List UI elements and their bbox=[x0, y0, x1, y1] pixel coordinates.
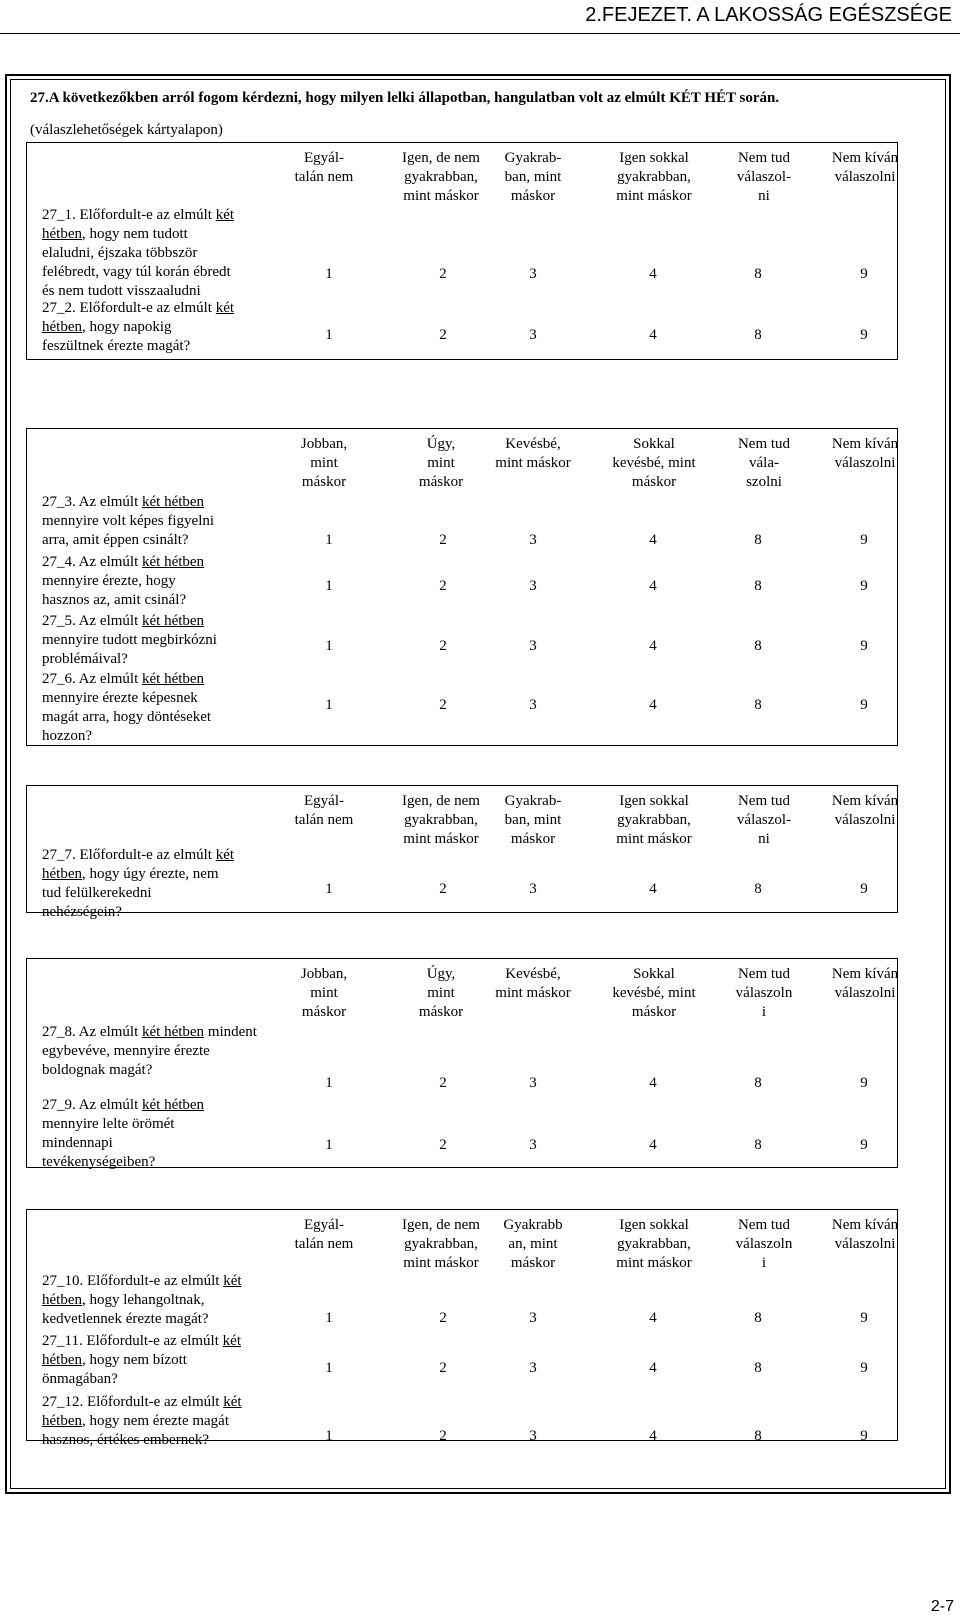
question-text-part: mennyire érezte képesnek magát arra, hogy döntéseket hozzon? bbox=[42, 690, 212, 744]
answer-option-header: Nem kíván válaszolni bbox=[831, 966, 899, 1001]
answer-code[interactable]: 1 bbox=[325, 266, 333, 282]
answer-code[interactable]: 4 bbox=[649, 638, 657, 654]
question-text-emphasis: két hétben bbox=[42, 847, 235, 882]
answer-code[interactable]: 4 bbox=[649, 1428, 657, 1444]
question-text-part: 27_9. Az elmúlt bbox=[42, 1097, 142, 1113]
answer-code[interactable]: 4 bbox=[649, 532, 657, 548]
question-text bbox=[42, 299, 234, 356]
question-text-emphasis: két hétben bbox=[142, 494, 205, 510]
answer-code[interactable]: 8 bbox=[754, 697, 762, 713]
question-text-part: , hogy nem bízott önmagában? bbox=[42, 1352, 187, 1387]
answer-code[interactable]: 3 bbox=[529, 1075, 537, 1091]
answer-option-header: Egyál- talán nem bbox=[294, 793, 354, 828]
answer-code[interactable]: 9 bbox=[860, 1137, 868, 1153]
question-text-emphasis: két hétben bbox=[42, 300, 235, 335]
answer-code[interactable]: 4 bbox=[649, 1075, 657, 1091]
answer-option-header: Jobban, mint máskor bbox=[300, 436, 348, 490]
answer-option-header: Jobban, mint máskor bbox=[300, 966, 348, 1020]
question-text bbox=[42, 1023, 257, 1080]
page-header bbox=[0, 0, 960, 36]
answer-code[interactable]: 9 bbox=[860, 1075, 868, 1091]
chapter-title: 2.FEJEZET. A LAKOSSÁG EGÉSZSÉGE bbox=[585, 4, 952, 26]
answer-code[interactable]: 9 bbox=[860, 532, 868, 548]
header-rule bbox=[0, 33, 960, 34]
answer-code[interactable]: 1 bbox=[325, 1310, 333, 1326]
question-text-part: , hogy lehangoltnak, kedvetlennek érezte magát? bbox=[42, 1292, 209, 1327]
question-block bbox=[26, 142, 898, 360]
answer-code[interactable]: 3 bbox=[529, 578, 537, 594]
answer-code[interactable]: 1 bbox=[325, 638, 333, 654]
question-text-part: 27_7. Előfordult-e az elmúlt bbox=[42, 847, 216, 863]
answer-code[interactable]: 9 bbox=[860, 638, 868, 654]
answer-code[interactable]: 8 bbox=[754, 1428, 762, 1444]
question-text-part: mindent egybevéve, mennyire érezte boldognak magát? bbox=[42, 1024, 257, 1078]
question-block bbox=[26, 1209, 899, 1448]
answer-code[interactable]: 3 bbox=[529, 881, 537, 897]
question-text-emphasis: két hétben bbox=[142, 554, 205, 570]
answer-option-header: Sokkal kevésbé, mint máskor bbox=[612, 966, 696, 1020]
answer-option-header: Gyakrab- ban, mint máskor bbox=[504, 793, 562, 847]
answer-option-header: Sokkal kevésbé, mint máskor bbox=[612, 436, 696, 490]
answer-option-header: Úgy, mint máskor bbox=[418, 436, 464, 490]
question-text-emphasis: két hétben bbox=[42, 1333, 241, 1368]
answer-code[interactable]: 1 bbox=[325, 1075, 333, 1091]
question-text-part: mennyire érezte, hogy hasznos az, amit csinál? bbox=[42, 573, 187, 608]
answer-code[interactable]: 3 bbox=[529, 327, 537, 343]
question-text-part: , hogy nem tudott elaludni, éjszaka többször felébredt, vagy túl korán ébredt és nem tudott visszaaludni bbox=[42, 226, 231, 299]
question-text bbox=[42, 1393, 242, 1450]
answer-code[interactable]: 9 bbox=[860, 578, 868, 594]
question-text bbox=[42, 1272, 242, 1329]
answer-option-header: Kevésbé, mint máskor bbox=[495, 966, 571, 1001]
answer-code[interactable]: 2 bbox=[439, 638, 447, 654]
question-block bbox=[26, 958, 898, 1168]
answer-code[interactable]: 3 bbox=[529, 697, 537, 713]
answer-code[interactable]: 4 bbox=[649, 1137, 657, 1153]
answer-option-header: Nem kíván válaszolni bbox=[831, 793, 899, 828]
question-text-emphasis: két hétben bbox=[142, 1024, 205, 1040]
answer-code[interactable]: 2 bbox=[439, 327, 447, 343]
question-text-part: 27_6. Az elmúlt bbox=[42, 671, 142, 687]
answer-code[interactable]: 9 bbox=[860, 327, 868, 343]
answer-code[interactable]: 1 bbox=[325, 697, 333, 713]
answer-code[interactable]: 3 bbox=[529, 532, 537, 548]
answer-option-header: Kevésbé, mint máskor bbox=[495, 436, 571, 471]
answer-code[interactable]: 1 bbox=[325, 881, 333, 897]
answer-code[interactable]: 8 bbox=[754, 266, 762, 282]
answer-code[interactable]: 8 bbox=[754, 1310, 762, 1326]
answer-code[interactable]: 1 bbox=[325, 578, 333, 594]
answer-option-header: Nem kíván válaszolni bbox=[831, 436, 899, 471]
answer-option-header: Nem kíván válaszolni bbox=[831, 1217, 899, 1252]
answer-code[interactable]: 3 bbox=[529, 638, 537, 654]
page-number: 2-7 bbox=[930, 1598, 954, 1615]
question-text-emphasis: két hétben bbox=[42, 1273, 242, 1308]
answer-code[interactable]: 1 bbox=[325, 1428, 333, 1444]
answer-code[interactable]: 3 bbox=[529, 1310, 537, 1326]
question-text-part: 27_5. Az elmúlt bbox=[42, 613, 142, 629]
answer-code[interactable]: 3 bbox=[529, 266, 537, 282]
question-text bbox=[42, 612, 217, 669]
question-text-part: 27_11. Előfordult-e az elmúlt bbox=[42, 1333, 223, 1349]
answer-option-header: Nem tud válaszol- ni bbox=[736, 793, 792, 847]
question-text bbox=[42, 1096, 204, 1172]
question-text bbox=[42, 1332, 241, 1389]
section-subheading: (válaszlehetőségek kártyalapon) bbox=[30, 122, 223, 138]
answer-code[interactable]: 2 bbox=[439, 266, 447, 282]
answer-option-header: Nem tud vála- szolni bbox=[737, 436, 791, 490]
answer-option-header: Igen, de nem gyakrabban, mint máskor bbox=[402, 150, 480, 204]
answer-code[interactable]: 2 bbox=[439, 1428, 447, 1444]
answer-code[interactable]: 4 bbox=[649, 1360, 657, 1376]
question-text-part: 27_2. Előfordult-e az elmúlt bbox=[42, 300, 216, 316]
question-text-part: , hogy napokig feszültnek érezte magát? bbox=[42, 319, 191, 354]
answer-code[interactable]: 9 bbox=[860, 1310, 868, 1326]
question-text-emphasis: két hétben bbox=[142, 671, 205, 687]
answer-code[interactable]: 3 bbox=[529, 1360, 537, 1376]
answer-code[interactable]: 4 bbox=[649, 327, 657, 343]
answer-code[interactable]: 2 bbox=[439, 1310, 447, 1326]
answer-code[interactable]: 2 bbox=[439, 697, 447, 713]
question-text bbox=[42, 553, 204, 610]
question-text-part: 27_3. Az elmúlt bbox=[42, 494, 142, 510]
question-text-emphasis: két hétben bbox=[142, 1097, 205, 1113]
answer-code[interactable]: 9 bbox=[860, 1360, 868, 1376]
answer-option-header: Nem kíván válaszolni bbox=[831, 150, 899, 185]
question-text-part: mennyire volt képes figyelni arra, amit éppen csinált? bbox=[42, 513, 215, 548]
answer-code[interactable]: 8 bbox=[754, 638, 762, 654]
answer-code[interactable]: 8 bbox=[754, 578, 762, 594]
answer-code[interactable]: 8 bbox=[754, 327, 762, 343]
question-text-part: 27_8. Az elmúlt bbox=[42, 1024, 142, 1040]
answer-option-header: Nem tud válaszoln i bbox=[735, 1217, 793, 1271]
answer-code[interactable]: 8 bbox=[754, 1075, 762, 1091]
answer-option-header: Nem tud válaszol- ni bbox=[736, 150, 792, 204]
answer-code[interactable]: 8 bbox=[754, 1137, 762, 1153]
answer-code[interactable]: 2 bbox=[439, 578, 447, 594]
answer-option-header: Igen sokkal gyakrabban, mint máskor bbox=[616, 793, 692, 847]
answer-option-header: Igen sokkal gyakrabban, mint máskor bbox=[616, 1217, 692, 1271]
answer-code[interactable]: 2 bbox=[439, 532, 447, 548]
answer-code[interactable]: 8 bbox=[754, 1360, 762, 1376]
answer-code[interactable]: 4 bbox=[649, 697, 657, 713]
answer-code[interactable]: 4 bbox=[649, 1310, 657, 1326]
answer-option-header: Igen sokkal gyakrabban, mint máskor bbox=[616, 150, 692, 204]
answer-option-header: Gyakrab- ban, mint máskor bbox=[504, 150, 562, 204]
answer-code[interactable]: 4 bbox=[649, 266, 657, 282]
answer-code[interactable]: 9 bbox=[860, 1428, 868, 1444]
question-text-part: , hogy úgy érezte, nem tud felülkerekedni nehézségein? bbox=[42, 866, 219, 920]
answer-code[interactable]: 1 bbox=[325, 1137, 333, 1153]
answer-code[interactable]: 1 bbox=[325, 327, 333, 343]
answer-option-header: Egyál- talán nem bbox=[294, 150, 354, 185]
answer-code[interactable]: 4 bbox=[649, 578, 657, 594]
question-block bbox=[26, 428, 898, 746]
answer-code[interactable]: 1 bbox=[325, 532, 333, 548]
question-block bbox=[26, 785, 899, 920]
answer-code[interactable]: 9 bbox=[860, 266, 868, 282]
answer-option-header: Úgy, mint máskor bbox=[418, 966, 464, 1020]
answer-code[interactable]: 2 bbox=[439, 1137, 447, 1153]
answer-code[interactable]: 3 bbox=[529, 1137, 537, 1153]
answer-code[interactable]: 2 bbox=[439, 1075, 447, 1091]
question-text-part: 27_10. Előfordult-e az elmúlt bbox=[42, 1273, 224, 1289]
question-text-part: 27_1. Előfordult-e az elmúlt bbox=[42, 207, 216, 223]
answer-code[interactable]: 8 bbox=[754, 881, 762, 897]
answer-code[interactable]: 4 bbox=[649, 881, 657, 897]
question-text-part: 27_4. Az elmúlt bbox=[42, 554, 142, 570]
question-text-part: 27_12. Előfordult-e az elmúlt bbox=[42, 1394, 224, 1410]
answer-option-header: Nem tud válaszoln i bbox=[735, 966, 793, 1020]
answer-code[interactable]: 3 bbox=[529, 1428, 537, 1444]
answer-code[interactable]: 1 bbox=[325, 1360, 333, 1376]
answer-code[interactable]: 9 bbox=[860, 881, 868, 897]
answer-option-header: Igen, de nem gyakrabban, mint máskor bbox=[402, 1217, 480, 1271]
question-text-part: , hogy nem érezte magát hasznos, értékes embernek? bbox=[42, 1413, 230, 1448]
question-text-emphasis: két hétben bbox=[42, 1394, 242, 1429]
question-text-part: mennyire lelte örömét mindennapi tevékenységeiben? bbox=[42, 1116, 175, 1170]
answer-option-header: Igen, de nem gyakrabban, mint máskor bbox=[402, 793, 480, 847]
question-text-emphasis: két hétben bbox=[42, 207, 235, 242]
answer-option-header: Egyál- talán nem bbox=[294, 1217, 354, 1252]
answer-code[interactable]: 9 bbox=[860, 697, 868, 713]
section-heading: 27.A következőkben arról fogom kérdezni, hogy milyen lelki állapotban, hangulatban volt az elmúlt KÉT HÉT során. bbox=[30, 90, 780, 106]
answer-code[interactable]: 2 bbox=[439, 1360, 447, 1376]
question-text bbox=[42, 846, 234, 922]
question-text bbox=[42, 670, 211, 746]
question-text bbox=[42, 493, 214, 550]
answer-option-header: Gyakrabb an, mint máskor bbox=[503, 1217, 563, 1271]
question-text-part: mennyire tudott megbirkózni problémáival? bbox=[42, 632, 217, 667]
question-text-emphasis: két hétben bbox=[142, 613, 205, 629]
question-text bbox=[42, 206, 234, 301]
answer-code[interactable]: 2 bbox=[439, 881, 447, 897]
answer-code[interactable]: 8 bbox=[754, 532, 762, 548]
